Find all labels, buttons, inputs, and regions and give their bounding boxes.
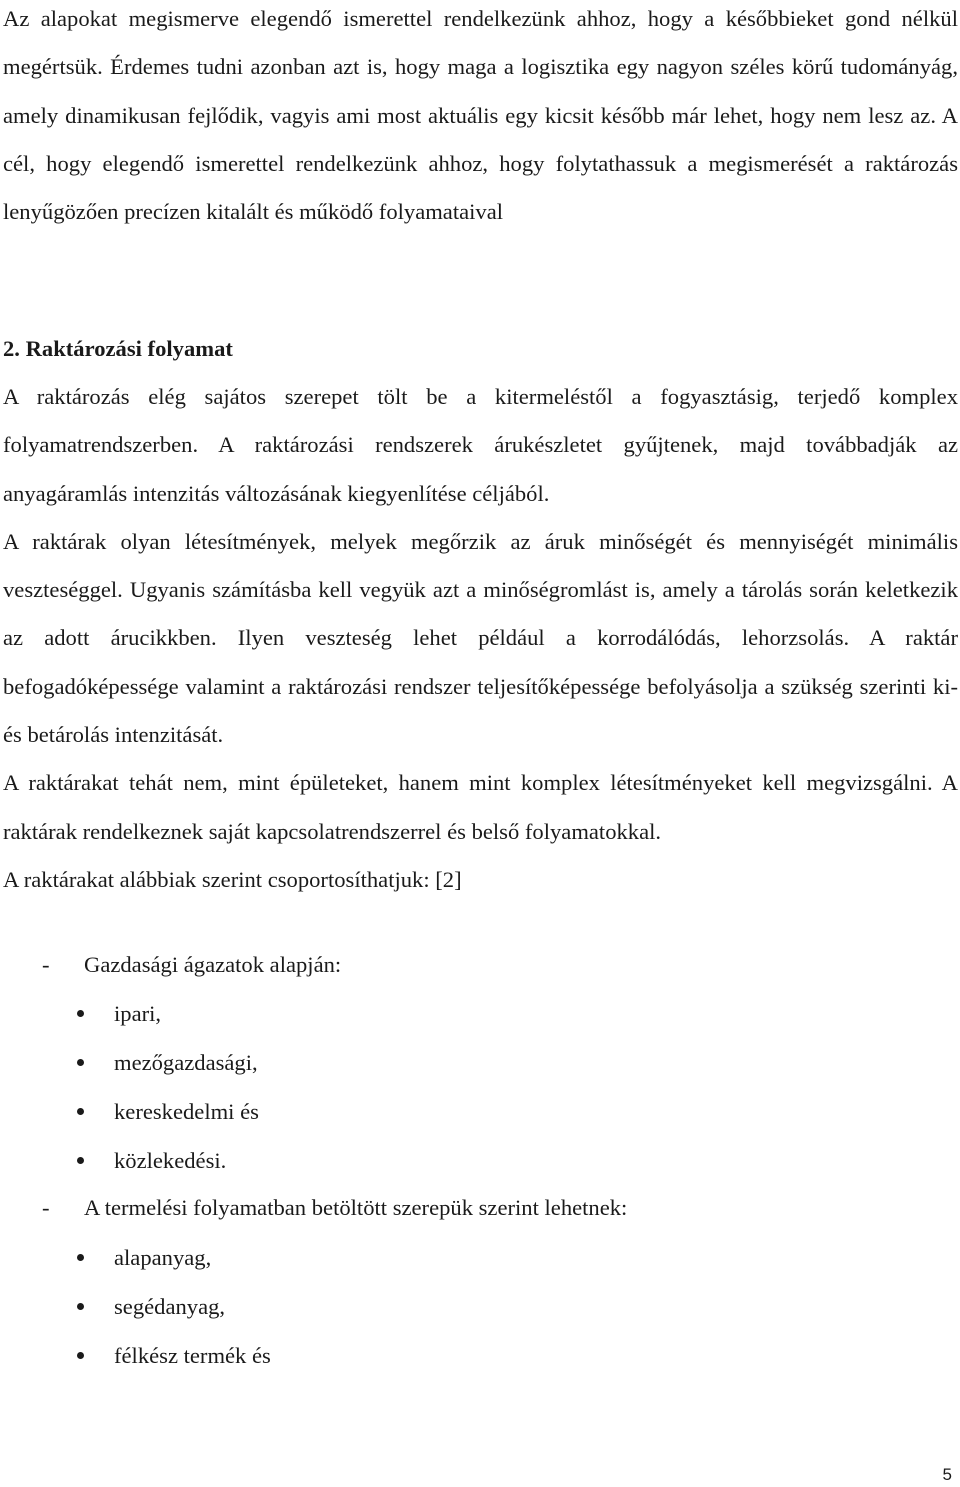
section-heading: 2. Raktározási folyamat bbox=[3, 336, 233, 361]
bullet-icon bbox=[77, 1303, 84, 1310]
bullet-icon bbox=[77, 1108, 84, 1115]
list-group-label: Gazdasági ágazatok alapján: bbox=[84, 952, 342, 977]
section-paragraph-2: A raktárak olyan létesítmények, melyek megőrzik az áruk minőségét és mennyiségét minimális veszteséggel. Ugyanis számításba kell vegyük azt a minőségromlást is, amely a tárolás során keletkezik az adott árucikkben. Ilyen veszteség lehet például a korrodálódás, lehorzsolás. A raktár befogadóképessége valamint a raktározási rendszer teljesítőképessége befolyásolja a szükség szerinti ki- és betárolás intenzitását. bbox=[3, 528, 958, 748]
list-item bbox=[77, 1234, 211, 1282]
bullet-icon bbox=[77, 1157, 84, 1164]
section-paragraph-3: A raktárakat tehát nem, mint épületeket, hanem mint komplex létesítményeket kell megvizsgálni. A raktárak rendelkeznek saját kapcsolatrendszerrel és belső folyamatokkal. bbox=[3, 770, 958, 844]
list-item bbox=[77, 1283, 225, 1331]
list-group-label: A termelési folyamatban betöltött szerepük szerint lehetnek: bbox=[84, 1195, 628, 1220]
list-item-label: közlekedési. bbox=[114, 1148, 227, 1173]
section-paragraph-1: A raktározás elég sajátos szerepet tölt be a kitermeléstől a fogyasztásig, terjedő komplex folyamatrendszerben. A raktározási rendszerek árukészletet gyűjtenek, majd továbbadják az anyagáramlás intenzitás változásának kiegyenlítése céljából. bbox=[3, 384, 958, 506]
list-item bbox=[77, 990, 161, 1038]
list-item bbox=[77, 1332, 271, 1380]
dash-marker: - bbox=[42, 952, 50, 977]
list-item-label: segédanyag, bbox=[114, 1294, 226, 1319]
dash-marker: - bbox=[42, 1195, 50, 1220]
page-number: 5 bbox=[942, 1465, 952, 1484]
list-item bbox=[77, 1039, 258, 1087]
list-group-1-heading bbox=[42, 941, 341, 989]
list-item-label: félkész termék és bbox=[114, 1343, 271, 1368]
bullet-icon bbox=[77, 1254, 84, 1261]
section-body bbox=[3, 373, 958, 904]
bullet-icon bbox=[77, 1010, 84, 1017]
list-item-label: alapanyag, bbox=[114, 1245, 212, 1270]
list-group-2-heading bbox=[42, 1184, 627, 1232]
bullet-icon bbox=[77, 1352, 84, 1359]
list-item-label: ipari, bbox=[114, 1001, 162, 1026]
list-item-label: mezőgazdasági, bbox=[114, 1050, 258, 1075]
bullet-icon bbox=[77, 1059, 84, 1066]
section-paragraph-4: A raktárakat alábbiak szerint csoportosíthatjuk: [2] bbox=[3, 866, 462, 892]
list-item-label: kereskedelmi és bbox=[114, 1099, 259, 1124]
intro-paragraph: Az alapokat megismerve elegendő ismerettel rendelkezünk ahhoz, hogy a későbbieket gond nélkül megértsük. Érdemes tudni azonban azt is, hogy maga a logisztika egy nagyon széles körű tudományág, amely dinamikusan fejlődik, vagyis ami most aktuális egy kicsit később már lehet, hogy nem lesz az. A cél, hogy elegendő ismerettel rendelkezünk ahhoz, hogy folytathassuk a megismerését a raktározás lenyűgözően precízen kitalált és működő folyamataival bbox=[3, 6, 958, 225]
list-item bbox=[77, 1137, 226, 1185]
list-item bbox=[77, 1088, 259, 1136]
